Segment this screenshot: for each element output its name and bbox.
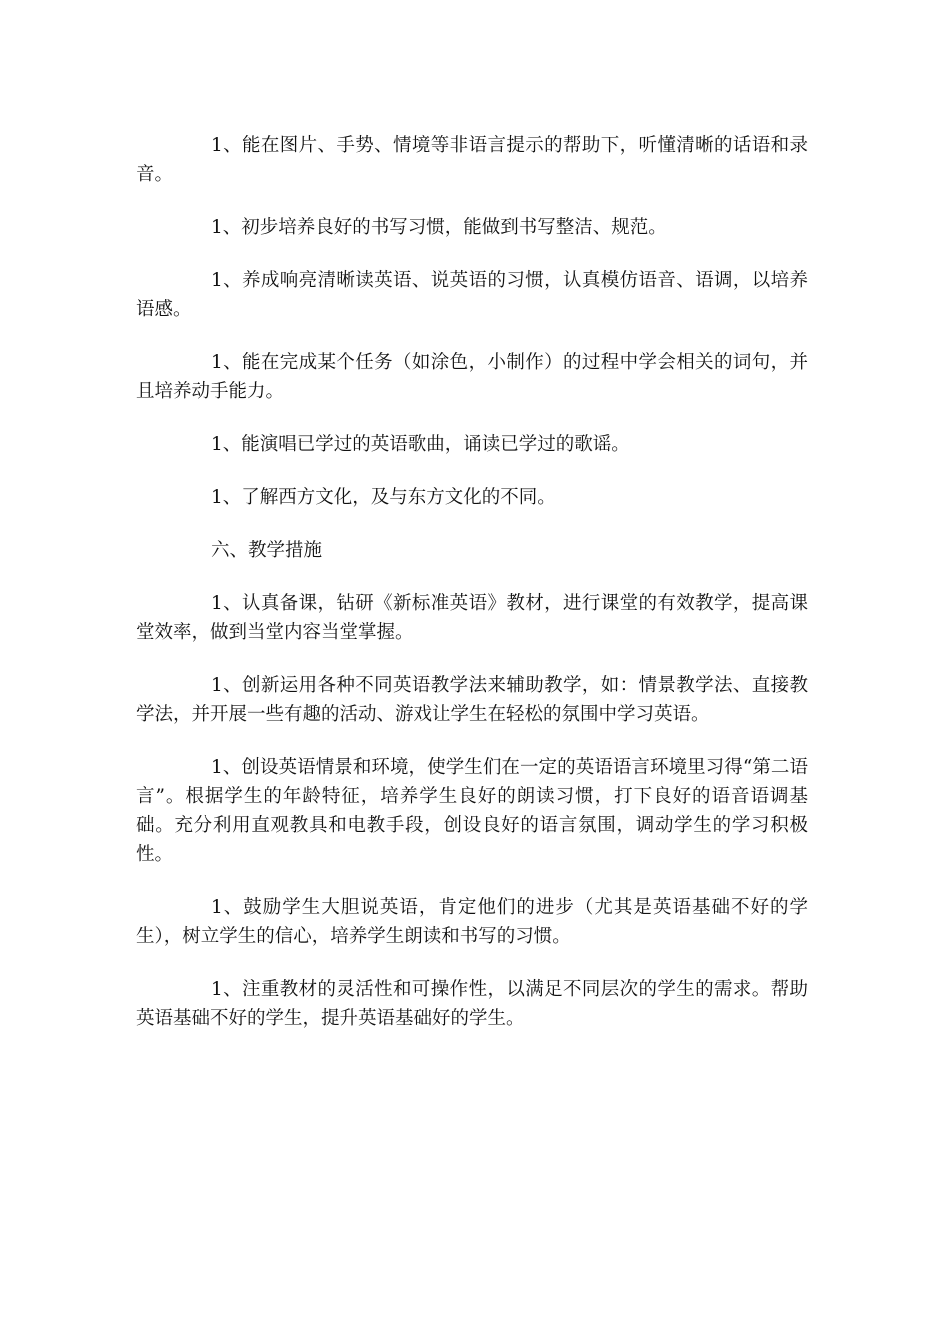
paragraph-measure-encouragement: 1、鼓励学生大胆说英语，肯定他们的进步（尤其是英语基础不好的学生），树立学生的信心，培养学生朗读和书写的习惯。 bbox=[136, 897, 808, 947]
paragraph-goal-listening: 1、能在图片、手势、情境等非语言提示的帮助下，听懂清晰的话语和录音。 bbox=[136, 135, 808, 185]
paragraph-measure-preparation: 1、认真备课，钻研《新标准英语》教材，进行课堂的有效教学，提高课堂效率，做到当堂内容当堂掌握。 bbox=[136, 593, 808, 643]
paragraph-measure-environment: 1、创设英语情景和环境，使学生们在一定的英语语言环境里习得“第二语言”。根据学生的年龄特征，培养学生良好的朗读习惯，打下良好的语音语调基础。充分利用直观教具和电教手段，创设良好的语言氛围，调动学生的学习积极性。 bbox=[136, 757, 808, 865]
paragraph-goal-speaking: 1、养成响亮清晰读英语、说英语的习惯，认真模仿语音、语调，以培养语感。 bbox=[136, 270, 808, 320]
paragraph-measure-methods: 1、创新运用各种不同英语教学法来辅助教学，如：情景教学法、直接教学法，并开展一些有趣的活动、游戏让学生在轻松的氛围中学习英语。 bbox=[136, 675, 808, 725]
section-heading-teaching-measures: 六、教学措施 bbox=[211, 540, 323, 561]
paragraph-goal-songs: 1、能演唱已学过的英语歌曲，诵读已学过的歌谣。 bbox=[211, 434, 630, 455]
paragraph-goal-tasks: 1、能在完成某个任务（如涂色，小制作）的过程中学会相关的词句，并且培养动手能力。 bbox=[136, 352, 808, 402]
paragraph-goal-writing: 1、初步培养良好的书写习惯，能做到书写整洁、规范。 bbox=[211, 217, 667, 238]
document-body bbox=[136, 131, 808, 1057]
paragraph-goal-culture: 1、了解西方文化，及与东方文化的不同。 bbox=[211, 487, 556, 508]
paragraph-measure-flexibility: 1、注重教材的灵活性和可操作性，以满足不同层次的学生的需求。帮助英语基础不好的学生，提升英语基础好的学生。 bbox=[136, 979, 808, 1029]
